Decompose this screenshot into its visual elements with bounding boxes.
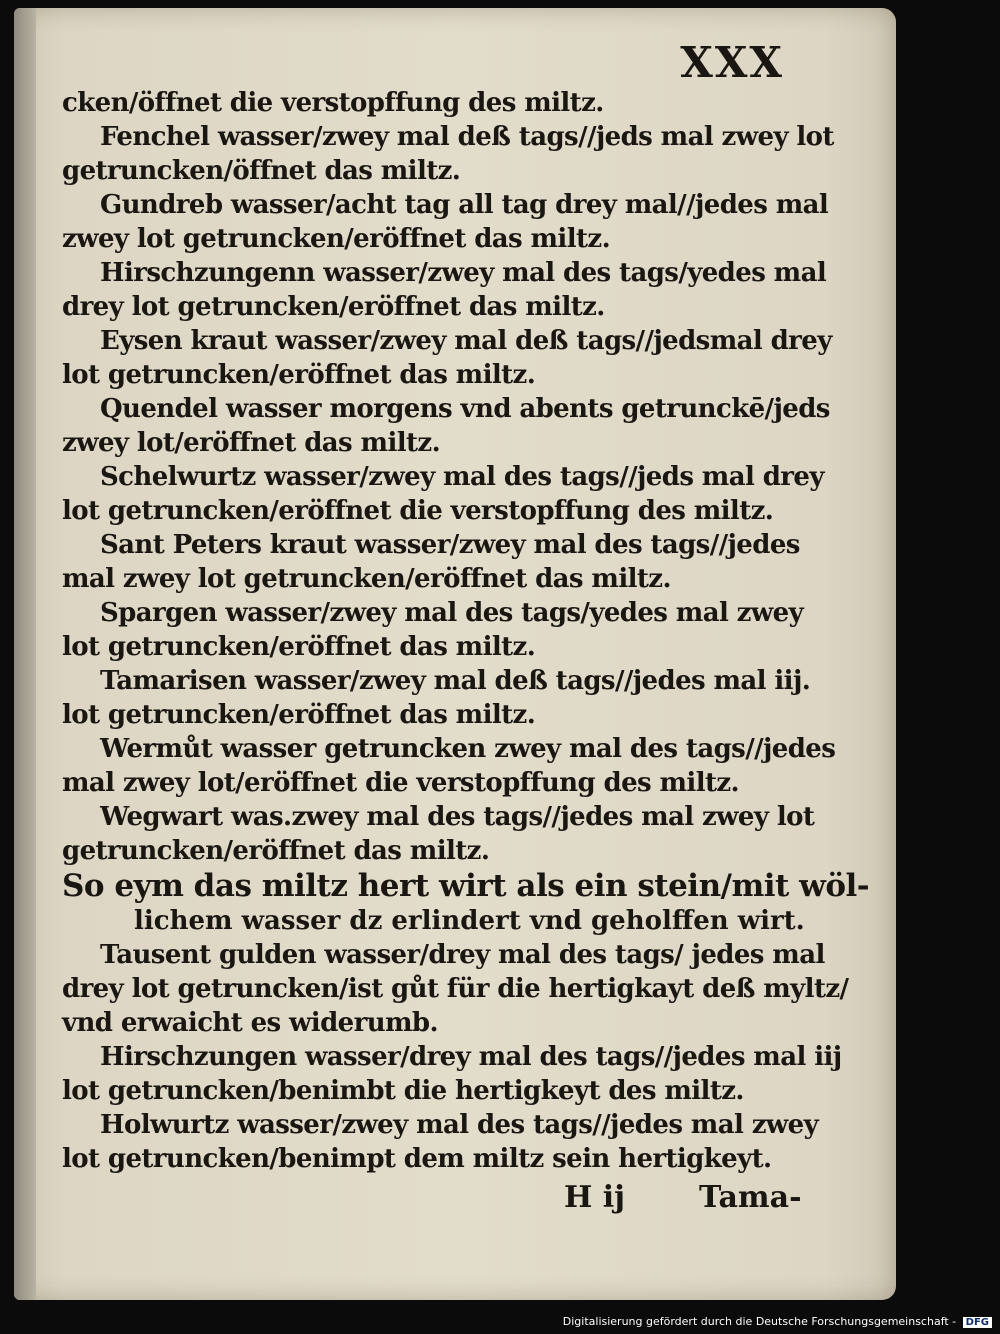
text-line: Hirschzungen wasser/drey mal des tags//jedes mal iij [100, 1042, 842, 1072]
text-line: cken/öffnet die verstopffung des miltz. [62, 88, 604, 118]
text-line: Quendel wasser morgens vnd abents getrunckē/jeds [100, 394, 830, 424]
text-line: Tausent gulden wasser/drey mal des tags/ jedes mal [100, 940, 825, 970]
text-line: drey lot getruncken/eröffnet das miltz. [62, 292, 605, 322]
text-line: lot getruncken/benimpt dem miltz sein hertigkeyt. [62, 1144, 772, 1174]
text-line: Gundreb wasser/acht tag all tag drey mal//jedes mal [100, 190, 829, 220]
text-line: Hirschzungenn wasser/zwey mal des tags/yedes mal [100, 258, 827, 288]
page-binding-edge [14, 8, 36, 1300]
text-line: zwey lot/eröffnet das miltz. [62, 428, 441, 458]
text-line: Sant Peters kraut wasser/zwey mal des tags//jedes [100, 530, 800, 560]
text-line: Schelwurtz wasser/zwey mal des tags//jeds mal drey [100, 462, 824, 492]
page-text [62, 86, 870, 1176]
signature-mark: H ij [564, 1180, 626, 1215]
text-line: mal zwey lot/eröffnet die verstopffung des miltz. [62, 768, 739, 798]
text-line: Holwurtz wasser/zwey mal des tags//jedes mal zwey [100, 1110, 819, 1140]
text-line: getruncken/eröffnet das miltz. [62, 836, 490, 866]
section-heading-continued: lichem wasser dz erlindert vnd geholffen wirt. [134, 906, 805, 936]
text-line: Wegwart was.zwey mal des tags//jedes mal zwey lot [100, 802, 815, 832]
dfg-logo: DFG [963, 1317, 992, 1328]
text-line: Spargen wasser/zwey mal des tags/yedes mal zwey [100, 598, 804, 628]
text-line: Eysen kraut wasser/zwey mal deß tags//jedsmal drey [100, 326, 832, 356]
catchword: Tama- [699, 1180, 802, 1215]
text-line: Tamarisen wasser/zwey mal deß tags//jedes mal iij. [100, 666, 811, 696]
text-line: lot getruncken/benimbt die hertigkeyt des miltz. [62, 1076, 744, 1106]
text-line: lot getruncken/eröffnet die verstopffung des miltz. [62, 496, 774, 526]
folio-number: XXX [680, 38, 784, 87]
text-line: lot getruncken/eröffnet das miltz. [62, 700, 536, 730]
digitization-credit [563, 1315, 992, 1328]
section-heading: So eym das miltz hert wirt als ein stein/mit wöl- [62, 868, 870, 904]
text-line: Fenchel wasser/zwey mal deß tags//jeds mal zwey lot [100, 122, 834, 152]
text-line: vnd erwaicht es widerumb. [62, 1008, 438, 1038]
text-line: getruncken/öffnet das miltz. [62, 156, 461, 186]
text-line: lot getruncken/eröffnet das miltz. [62, 360, 536, 390]
text-line: lot getruncken/eröffnet das miltz. [62, 632, 536, 662]
text-line: zwey lot getruncken/eröffnet das miltz. [62, 224, 611, 254]
text-line: Wermůt wasser getruncken zwey mal des tags//jedes [100, 734, 836, 764]
text-line: mal zwey lot getruncken/eröffnet das miltz. [62, 564, 671, 594]
credit-text: Digitalisierung gefördert durch die Deutsche Forschungsgemeinschaft - [562, 1315, 957, 1328]
book-page [14, 8, 896, 1300]
text-line: drey lot getruncken/ist gůt für die hertigkayt deß myltz/ [62, 974, 849, 1004]
